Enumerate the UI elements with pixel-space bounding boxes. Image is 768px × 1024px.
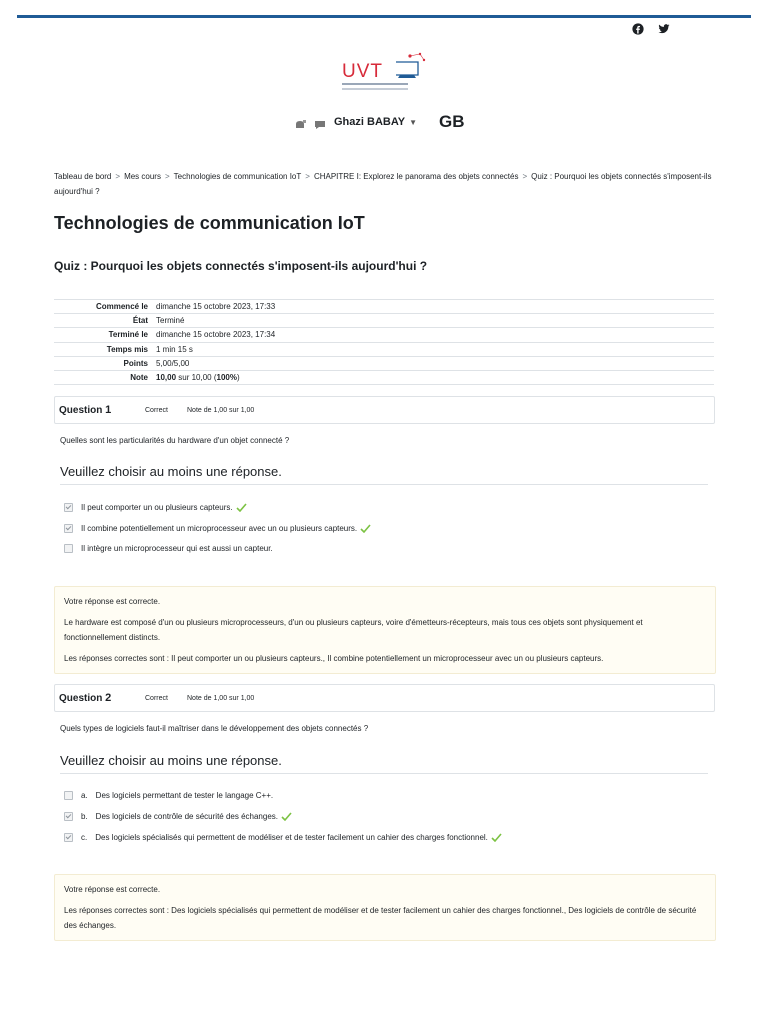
question-feedback: [54, 586, 716, 674]
check-icon: [360, 524, 371, 533]
notification-icon[interactable]: [294, 117, 306, 127]
question-number: [59, 692, 145, 704]
summary-value: 1 min 15 s: [156, 344, 193, 354]
grade-percent: 100%: [216, 373, 237, 383]
summary-value: [154, 370, 714, 384]
question-1-header: [54, 396, 715, 424]
answer-text: Il combine potentiellement un microprocesseur avec un ou plusieurs capteurs.: [81, 524, 358, 533]
answer-text: Des logiciels spécialisés qui permettent de modéliser et de tester facilement un cahier des charges fonctionnel.: [95, 833, 488, 842]
check-icon: [281, 812, 292, 821]
avatar[interactable]: GB: [439, 112, 465, 131]
chevron-down-icon[interactable]: ▼: [409, 117, 418, 127]
breadcrumb-item[interactable]: Quiz : Pourquoi les objets connectés s'imposent-ils aujourd'hui ?: [54, 172, 712, 196]
question-text: Quels types de logiciels faut-il maîtriser dans le développement des objets connectés ?: [60, 724, 369, 733]
table-row: [54, 300, 714, 314]
question-state: Correct: [145, 406, 168, 414]
answer-checkbox[interactable]: [64, 503, 73, 512]
grade-max: sur 10,00 (: [176, 373, 217, 383]
grade-close: ): [236, 373, 240, 383]
breadcrumb: [54, 169, 714, 199]
summary-label: État: [132, 316, 148, 326]
check-icon: [491, 833, 502, 842]
uvt-logo[interactable]: [340, 48, 430, 96]
answer-checkbox[interactable]: [64, 524, 73, 533]
answer-option: [64, 524, 371, 533]
answer-option: [64, 791, 273, 800]
quiz-title: Quiz : Pourquoi les objets connectés s'imposent-ils aujourd'hui ?: [54, 259, 428, 273]
answer-letter: a.: [81, 791, 88, 800]
check-icon: [236, 503, 247, 512]
answer-option: [64, 833, 502, 842]
answer-prompt: Veuillez choisir au moins une réponse.: [60, 753, 708, 774]
answer-text: Des logiciels de contrôle de sécurité des échanges.: [95, 812, 278, 821]
answer-option: [64, 544, 273, 553]
table-row: [54, 342, 714, 356]
question-state: Correct: [145, 694, 168, 702]
question-label: Question: [59, 693, 103, 704]
feedback-status: Votre réponse est correcte.: [64, 597, 161, 606]
course-title: Technologies de communication IoT: [54, 213, 365, 233]
summary-value: dimanche 15 octobre 2023, 17:34: [156, 330, 276, 340]
question-number: [59, 404, 145, 416]
chevron-right-icon: >: [164, 172, 170, 181]
question-grade: Note de 1,00 sur 1,00: [187, 406, 255, 414]
grade-value: 10,00: [156, 373, 177, 383]
answer-prompt: Veuillez choisir au moins une réponse.: [60, 464, 708, 485]
attempt-summary-table: [54, 299, 714, 385]
table-row: [54, 356, 714, 370]
user-menu-bar: [294, 112, 465, 132]
svg-text:UVT: UVT: [342, 61, 383, 82]
answer-text: Il intègre un microprocesseur qui est aussi un capteur.: [81, 544, 273, 553]
answer-letter: b.: [81, 812, 88, 821]
twitter-icon[interactable]: [658, 22, 670, 34]
answer-text: Des logiciels permettant de tester le langage C++.: [95, 791, 274, 800]
summary-value: 5,00/5,00: [156, 358, 190, 368]
breadcrumb-item[interactable]: Mes cours: [124, 172, 161, 181]
chevron-right-icon: >: [115, 172, 121, 181]
question-num: 2: [105, 692, 112, 704]
question-text: Quelles sont les particularités du hardware d'un objet connecté ?: [60, 436, 290, 445]
chevron-right-icon: >: [522, 172, 528, 181]
feedback-correct-answers: Les réponses correctes sont : Des logiciels spécialisés qui permettent de modéliser et de tester facilement un cahier des charges fonctionnel., Des logiciels de contrôle de sécurité des échanges.: [64, 906, 697, 930]
table-row: [54, 328, 714, 342]
answer-checkbox[interactable]: [64, 812, 73, 821]
table-row: [54, 370, 714, 384]
summary-value: dimanche 15 octobre 2023, 17:33: [156, 302, 276, 312]
breadcrumb-item[interactable]: Technologies de communication IoT: [173, 172, 302, 181]
question-label: Question: [59, 405, 103, 416]
feedback-status: Votre réponse est correcte.: [64, 885, 161, 894]
question-feedback: [54, 874, 716, 941]
facebook-icon[interactable]: [632, 22, 644, 34]
message-icon[interactable]: [314, 117, 326, 127]
top-bar: [17, 15, 751, 18]
summary-label: Temps mis: [106, 344, 148, 354]
answer-text: Il peut comporter un ou plusieurs capteurs.: [81, 503, 233, 512]
summary-value: Terminé: [156, 316, 185, 326]
breadcrumb-item[interactable]: Tableau de bord: [54, 172, 112, 181]
answer-letter: c.: [81, 833, 88, 842]
summary-label: Terminé le: [108, 330, 148, 340]
summary-label: Note: [130, 373, 148, 383]
question-num: 1: [105, 404, 112, 416]
question-2-header: [54, 684, 715, 712]
user-name[interactable]: Ghazi BABAY: [334, 116, 406, 128]
table-row: [54, 314, 714, 328]
feedback-correct-answers: Les réponses correctes sont : Il peut comporter un ou plusieurs capteurs., Il combine potentiellement un microprocesseur avec un ou plusieurs capteurs.: [64, 654, 604, 663]
question-grade: Note de 1,00 sur 1,00: [187, 694, 255, 702]
answer-checkbox[interactable]: [64, 544, 73, 553]
summary-label: Points: [123, 358, 148, 368]
summary-label: Commencé le: [95, 302, 148, 312]
answer-option: [64, 503, 247, 512]
answer-checkbox[interactable]: [64, 791, 73, 800]
social-links: [632, 22, 670, 34]
answer-option: [64, 812, 292, 821]
answer-checkbox[interactable]: [64, 833, 73, 842]
breadcrumb-item[interactable]: CHAPITRE I: Explorez le panorama des objets connectés: [313, 172, 519, 181]
feedback-explanation: Le hardware est composé d'un ou plusieurs microprocesseurs, d'un ou plusieurs capteurs, voire d'émetteurs-récepteurs, mais tous ces objets sont physiquement et fonctionnellement distincts.: [64, 618, 643, 642]
chevron-right-icon: >: [305, 172, 310, 181]
